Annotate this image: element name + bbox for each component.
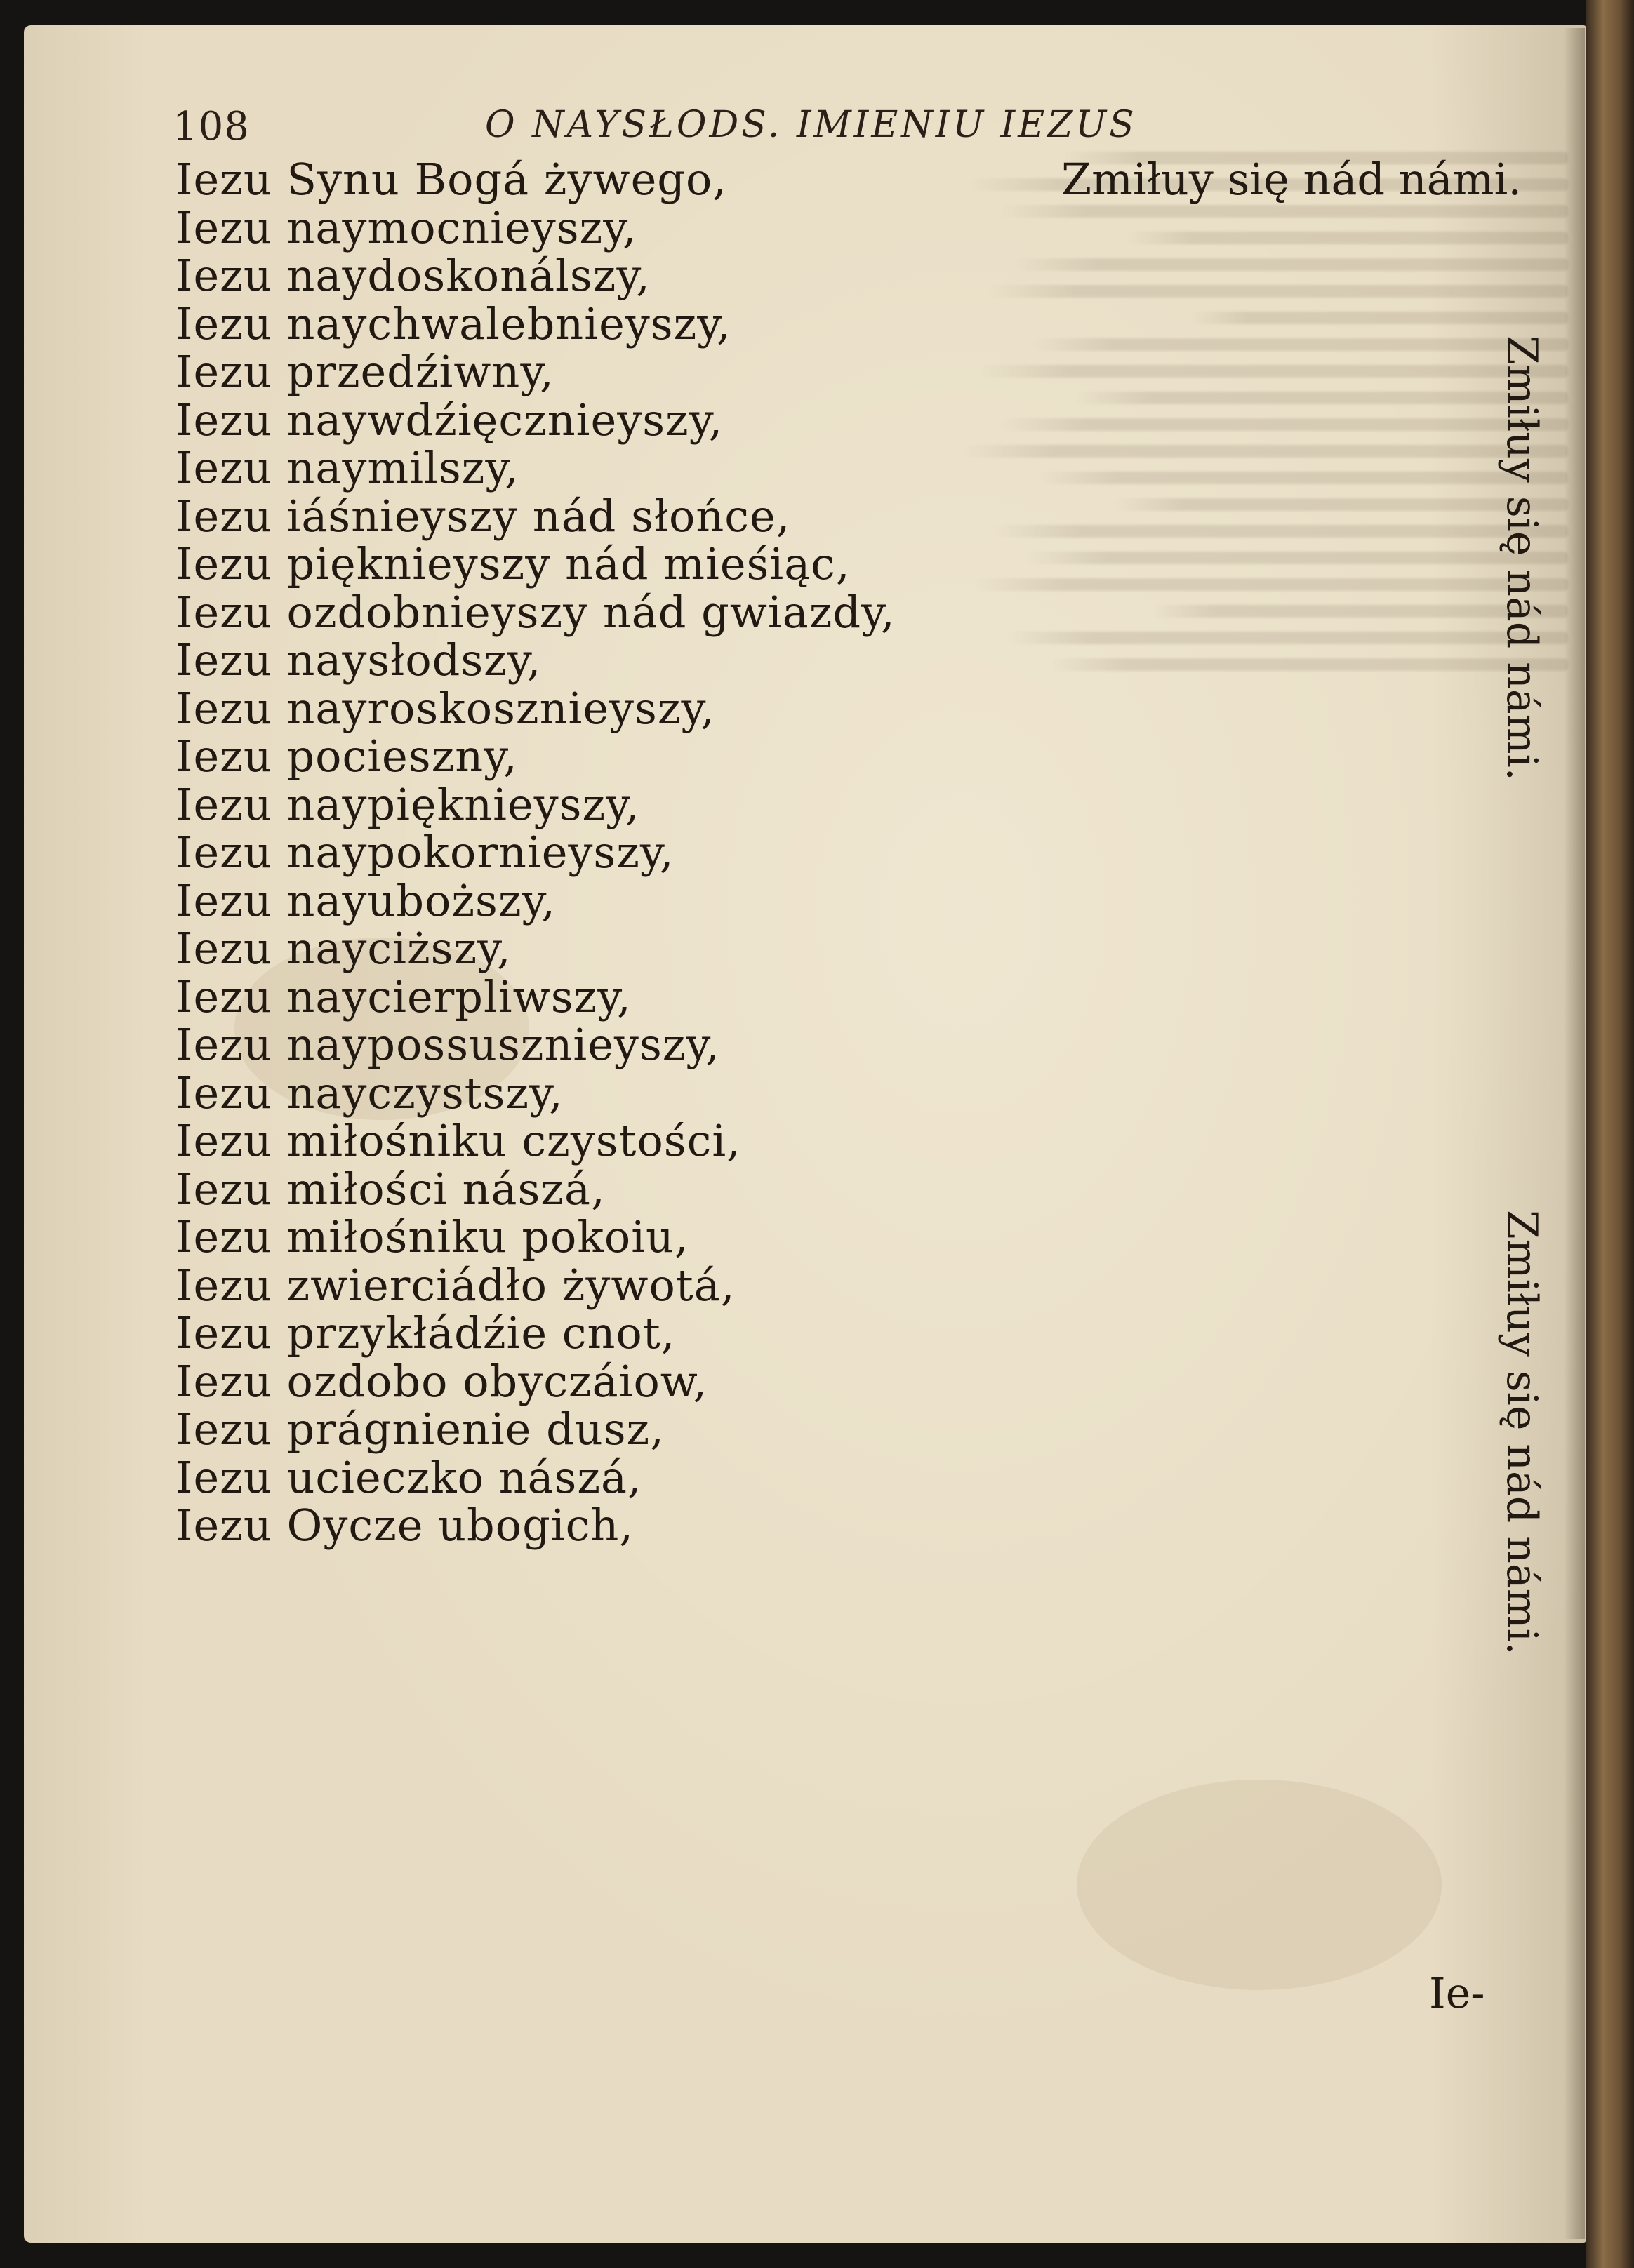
- litany-line: Iezu nayczystszy,: [175, 1067, 564, 1119]
- running-title: O NAYSŁODS. IMIENIU IEZUS: [485, 104, 1137, 146]
- litany-line: Iezu naydoskonálszy,: [175, 250, 651, 301]
- response-vertical: Zmiłuy się nád námi.: [1497, 335, 1546, 781]
- litany-line: Iezu nayroskosznieyszy,: [175, 682, 716, 734]
- litany-text: [175, 156, 1088, 1550]
- litany-line: Iezu nayciższy,: [175, 923, 512, 974]
- litany-line: Iezu iáśnieyszy nád słońce,: [175, 490, 791, 542]
- litany-line: Iezu naypokornieyszy,: [175, 827, 675, 878]
- litany-line: Iezu ozdobnieyszy nád gwiazdy,: [175, 586, 896, 638]
- litany-line: Iezu naymocnieyszy,: [175, 201, 637, 253]
- litany-line: Iezu Synu Bogá żywego,: [175, 154, 727, 205]
- page-number: 108: [173, 104, 250, 149]
- litany-line: Iezu naymilszy,: [175, 442, 519, 493]
- litany-line: Iezu miłości nászá,: [175, 1163, 606, 1215]
- litany-line: Iezu prágnienie dusz,: [175, 1403, 665, 1455]
- litany-line: Iezu Oycze ubogich,: [175, 1500, 634, 1551]
- litany-line: Iezu naycierpliwszy,: [175, 970, 632, 1022]
- litany-line: Iezu pocieszny,: [175, 731, 518, 782]
- response-first: Zmiłuy się nád námi.: [1061, 154, 1522, 205]
- response-vertical: Zmiłuy się nád námi.: [1497, 1210, 1546, 1655]
- catchword: Ie-: [1429, 1969, 1485, 2018]
- litany-line: Iezu nayuboższy,: [175, 874, 557, 926]
- litany-line: Iezu ucieczko nászá,: [175, 1451, 642, 1503]
- litany-line: Iezu pięknieyszy nád mieśiąc,: [175, 538, 851, 589]
- litany-line: Iezu przykłádźie cnot,: [175, 1307, 676, 1359]
- page-edge-shadow: [1564, 28, 1585, 2239]
- litany-line: Iezu miłośniku czystości,: [175, 1115, 741, 1166]
- litany-line: Iezu naysłodszy,: [175, 634, 542, 686]
- book-spine: [1586, 0, 1634, 2268]
- litany-line: Iezu naychwalebnieyszy,: [175, 298, 731, 349]
- litany-line: Iezu naypossusznieyszy,: [175, 1019, 720, 1070]
- litany-line: Iezu zwierciádło żywotá,: [175, 1259, 736, 1311]
- litany-line: Iezu naywdźięcznieyszy,: [175, 394, 724, 446]
- litany-line: Iezu ozdobo obyczáiow,: [175, 1355, 708, 1407]
- litany-line: Iezu miłośniku pokoiu,: [175, 1211, 689, 1262]
- litany-line: Iezu przedźiwny,: [175, 346, 554, 397]
- litany-line: Iezu naypięknieyszy,: [175, 778, 640, 830]
